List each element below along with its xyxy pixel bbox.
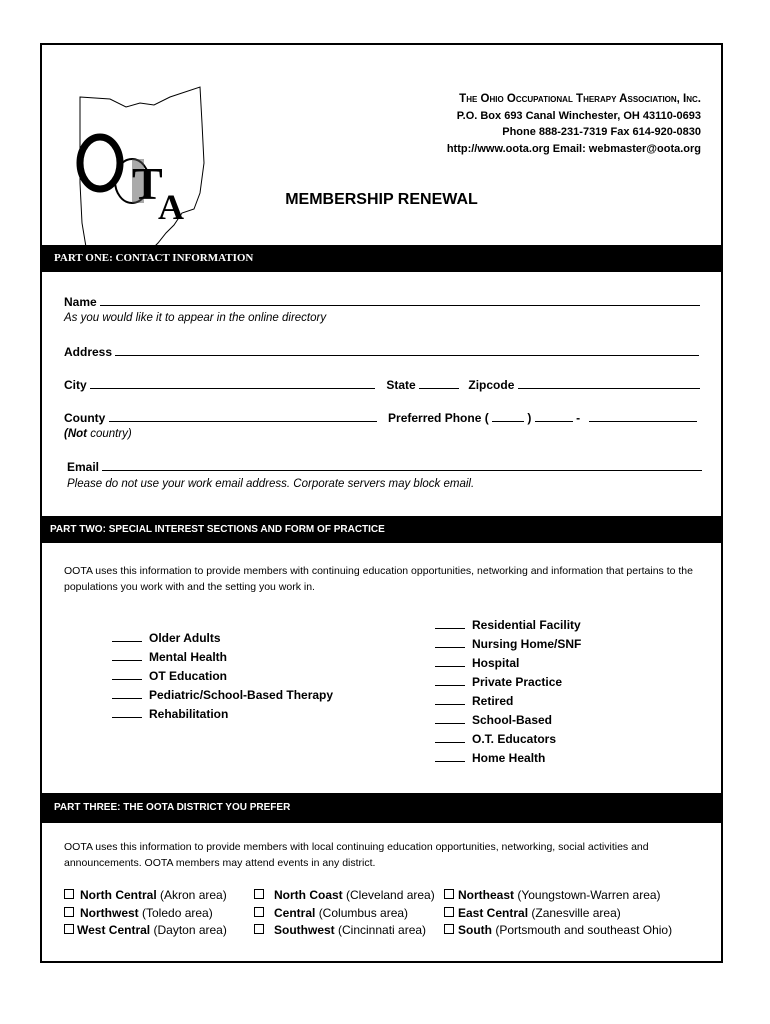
email-note: Please do not use your work email address. Corporate servers may block email. — [67, 478, 475, 490]
name-field[interactable] — [100, 295, 700, 306]
organization-name: The Ohio Occupational Therapy Association, Inc. — [459, 93, 701, 105]
practice-ot-educators[interactable]: O.T. Educators — [435, 732, 556, 746]
district-north-central[interactable]: North Central (Akron area) — [64, 888, 227, 902]
county-row — [64, 411, 697, 425]
part-one-header: PART ONE: CONTACT INFORMATION — [42, 245, 721, 272]
checkbox-icon — [64, 924, 74, 934]
state-field[interactable] — [419, 378, 459, 389]
name-row — [64, 295, 700, 309]
address-field[interactable] — [115, 345, 699, 356]
checkbox-icon — [254, 924, 264, 934]
section-mental-health[interactable]: Mental Health — [112, 650, 227, 664]
practice-home-health[interactable]: Home Health — [435, 751, 545, 765]
part-two-intro: OOTA uses this information to provide members with continuing education opportunities, networking and information that pertains to the populations you work with and the setting you work in. — [64, 565, 693, 593]
checkbox-icon — [444, 924, 454, 934]
district-west-central[interactable]: West Central (Dayton area) — [64, 923, 227, 937]
phone-area-field[interactable] — [492, 411, 524, 422]
phone-dash: - — [576, 411, 581, 425]
logo-letter-t: T — [132, 158, 163, 209]
phone-number-field[interactable] — [589, 411, 697, 422]
district-north-coast[interactable]: North Coast (Cleveland area) — [254, 888, 435, 902]
phone-paren: ) — [527, 411, 532, 425]
county-note: (Not country) — [64, 428, 132, 440]
form-page — [40, 43, 723, 963]
state-label: State — [386, 378, 416, 392]
county-label: County — [64, 411, 106, 425]
district-east-central[interactable]: East Central (Zanesville area) — [444, 906, 621, 920]
organization-address: P.O. Box 693 Canal Winchester, OH 43110-0693 — [456, 109, 701, 122]
email-row — [67, 460, 702, 474]
address-row — [64, 345, 699, 359]
zip-field[interactable] — [518, 378, 700, 389]
checkbox-icon — [64, 889, 74, 899]
email-label: Email — [67, 460, 100, 474]
city-row — [64, 378, 700, 392]
checkbox-icon — [254, 889, 264, 899]
name-label: Name — [64, 295, 97, 309]
section-pediatric[interactable]: Pediatric/School-Based Therapy — [112, 688, 333, 702]
district-northeast[interactable]: Northeast (Youngstown-Warren area) — [444, 888, 661, 902]
section-rehabilitation[interactable]: Rehabilitation — [112, 707, 228, 721]
city-label: City — [64, 378, 87, 392]
logo-letter-a: A — [158, 187, 184, 227]
district-northwest[interactable]: Northwest (Toledo area) — [64, 906, 213, 920]
zip-label: Zipcode — [468, 378, 515, 392]
part-three-intro: OOTA uses this information to provide members with local continuing education opportunities, networking, social activities and announcements. OOTA members may attend events in any district. — [64, 841, 649, 869]
checkbox-icon — [444, 907, 454, 917]
organization-web-email: http://www.oota.org Email: webmaster@oota.org — [446, 142, 701, 155]
checkbox-icon — [64, 907, 74, 917]
address-label: Address — [64, 345, 113, 359]
district-southwest[interactable]: Southwest (Cincinnati area) — [254, 923, 426, 937]
organization-phones: Phone 888-231-7319 Fax 614-920-0830 — [502, 126, 701, 138]
checkbox-icon — [254, 907, 264, 917]
section-ot-education[interactable]: OT Education — [112, 669, 227, 683]
practice-private[interactable]: Private Practice — [435, 675, 562, 689]
phone-prefix-field[interactable] — [535, 411, 573, 422]
name-note: As you would like it to appear in the online directory — [64, 312, 327, 324]
practice-nursing-home[interactable]: Nursing Home/SNF — [435, 637, 581, 651]
city-field[interactable] — [90, 378, 375, 389]
phone-label: Preferred Phone ( — [388, 411, 489, 425]
checkbox-icon — [444, 889, 454, 899]
district-central[interactable]: Central (Columbus area) — [254, 906, 408, 920]
section-older-adults[interactable]: Older Adults — [112, 631, 221, 645]
practice-hospital[interactable]: Hospital — [435, 656, 519, 670]
organization-block — [447, 91, 701, 157]
practice-residential[interactable]: Residential Facility — [435, 618, 581, 632]
practice-retired[interactable]: Retired — [435, 694, 513, 708]
part-two-header: PART TWO: SPECIAL INTEREST SECTIONS AND FORM OF PRACTICE — [42, 516, 721, 543]
part-three-header: PART THREE: THE OOTA DISTRICT YOU PREFER — [42, 793, 721, 823]
district-south[interactable]: South (Portsmouth and southeast Ohio) — [444, 923, 672, 937]
practice-school-based[interactable]: School-Based — [435, 713, 552, 727]
county-field[interactable] — [109, 411, 377, 422]
form-title: MEMBERSHIP RENEWAL — [285, 191, 478, 208]
email-field[interactable] — [102, 460, 702, 471]
